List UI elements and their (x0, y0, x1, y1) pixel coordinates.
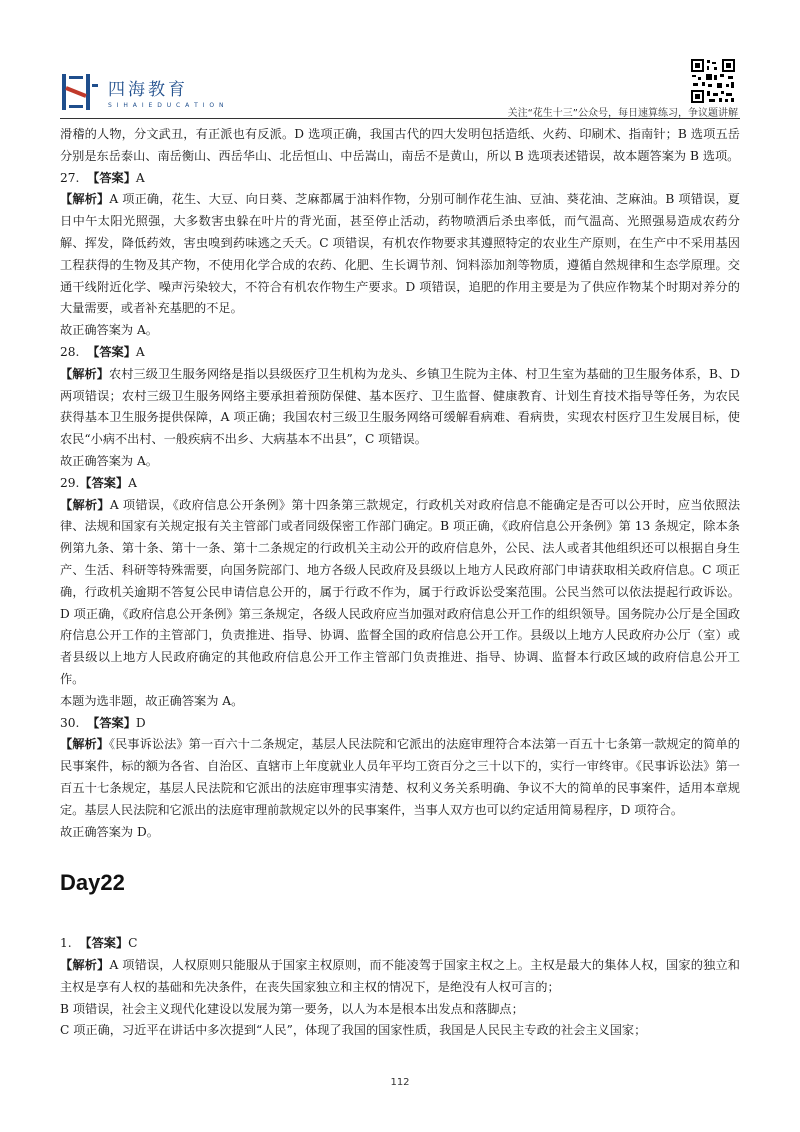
intro-paragraph: 滑稽的人物，分文武丑，有正派也有反派。D 选项正确，我国古代的四大发明包括造纸、火药、印刷术、指南针；B 选项五岳分别是东岳泰山、南岳衡山、西岳华山、北岳恒山、中岳嵩山，南岳不是黄山，所以 B 选项表述错误，故本题答案为 B 选项。 (60, 127, 740, 163)
day22-question-1-line-b: B 项错误，社会主义现代化建设以发展为第一要务，以人为本是根本出发点和落脚点； (60, 1001, 524, 1016)
explanation-label: 【解析】 (60, 737, 110, 752)
explanation-text: 农村三级卫生服务网络是指以县级医疗卫生机构为龙头、乡镇卫生院为主体、村卫生室为基础的卫生服务体系，B、D 两项错误；农村三级卫生服务网络主要承担着预防保健、基本医疗、卫生监督、健康教育、计划生育技术指导等任务，为农民获得基本卫生服务提供保障，A 项正确；我国农村三级卫生服务网络可缓解看病难、看病贵，实现农村医疗卫生发展目标，使农民“小病不出村、一般疾病不出乡、大病基本不出县”，C 项错误。 (60, 366, 740, 447)
answer-label: 【答案】 (87, 344, 136, 359)
question-30-answer (60, 713, 740, 735)
question-27-answer (60, 168, 740, 190)
question-27-explanation (60, 189, 740, 320)
page-header (0, 0, 800, 118)
logo-subtitle: S I H A I E D U C A T I O N (108, 102, 225, 109)
page-number: 112 (390, 1077, 410, 1088)
explanation-text: A 项错误，《政府信息公开条例》第十四条第三款规定，行政机关对政府信息不能确定是否可以公开时，应当依照法律、法规和国家有关规定报有关主管部门或者同级保密工作部门确定。B 项正确，《政府信息公开条例》第 13 条规定，除本条例第九条、第十条、第十一条、第十二条规定的行政机关主动公开的政府信息外，公民、法人或者其他组织还可以根据自身生产、生活、科研等特殊需要，向国务院部门、地方各级人民政府及县级以上地方人民政府部门申请获取相关政府信息。C 项正确，行政机关逾期不答复公民申请信息公开的，属于行政不作为，属于行政诉讼受案范围。公民当然可以依法提起行政诉讼。D 项正确，《政府信息公开条例》第三条规定，各级人民政府应当加强对政府信息公开工作的组织领导。国务院办公厅是全国政府信息公开工作的主管部门，负责推进、指导、协调、监督全国的政府信息公开工作。县级以上地方人民政府办公厅（室）或者县级以上地方人民政府确定的其他政府信息公开工作主管部门负责推进、指导、协调、监督本行政区域的政府信息公开工作。 (60, 497, 741, 686)
question-29-answer (60, 473, 740, 495)
explanation-text: A 项错误，人权原则只能服从于国家主权原则，而不能凌驾于国家主权之上。主权是最大的集体人权，国家的独立和主权是享有人权的基础和先决条件，在丧失国家独立和主权的情况下，是绝没有人权可言的； (60, 958, 740, 994)
answer-label: 【答案】 (87, 170, 136, 185)
day22-question-1-explanation (60, 955, 740, 999)
answer-value: A (135, 170, 145, 185)
question-29-explanation (60, 495, 740, 691)
question-27-conclusion: 故正确答案为 A。 (60, 323, 158, 338)
explanation-label: 【解析】 (60, 192, 110, 207)
answer-value: A (128, 475, 137, 490)
question-30-conclusion: 故正确答案为 D。 (60, 824, 159, 839)
answer-value: C (128, 936, 138, 951)
header-divider (60, 118, 740, 119)
explanation-label: 【解析】 (60, 366, 109, 381)
question-29-conclusion: 本题为选非题，故正确答案为 A。 (60, 693, 244, 708)
page-content (60, 124, 740, 1042)
day22-question-1-line-c: C 项正确，习近平在讲话中多次提到“人民”，体现了我国的国家性质，我国是人民民主专政的社会主义国家； (60, 1023, 647, 1038)
explanation-text: A 项正确，花生、大豆、向日葵、芝麻都属于油料作物，分别可制作花生油、豆油、葵花油、芝麻油。B 项错误，夏日中午太阳光照强，大多数害虫躲在叶片的背光面，甚至停止活动，药物喷洒后杀虫率低，而气温高、光照强易造成农药分解、挥发，降低药效，害虫嗅到药味逃之夭夭。C 项错误，有机农作物要求其遵照特定的农业生产原则，在生产中不采用基因工程获得的生物及其产物，不使用化学合成的农药、化肥、生长调节剂、饲料添加剂等物质，遵循自然规律和生态学原理。交通干线附近化学、噪声污染较大，不符合有机农作物生产要求。D 项错误，追肥的作用主要是为了供应作物某个时期对养分的大量需要，或者补充基肥的不足。 (60, 192, 740, 316)
question-number: 1. (60, 936, 72, 951)
question-28-conclusion: 故正确答案为 A。 (60, 453, 158, 468)
section-title: Day22 (60, 870, 125, 896)
qr-code-icon (690, 58, 736, 104)
day22-question-1-answer (60, 933, 740, 955)
question-28-explanation (60, 364, 740, 451)
question-number: 28. (60, 344, 80, 359)
header-tagline: 关注“花生十三”公众号，每日速算练习，争议题讲解 (507, 108, 738, 119)
question-number: 27. (60, 170, 80, 185)
answer-value: D (135, 715, 146, 730)
question-number: 29. (60, 475, 80, 490)
answer-value: A (135, 344, 145, 359)
answer-label: 【答案】 (79, 936, 129, 951)
explanation-label: 【解析】 (60, 497, 110, 512)
logo (60, 70, 270, 114)
answer-label: 【答案】 (79, 475, 129, 490)
answer-label: 【答案】 (87, 715, 136, 730)
question-number: 30. (60, 715, 80, 730)
logo-mark-icon (60, 72, 100, 112)
question-30-explanation (60, 734, 740, 821)
logo-name: 四海教育 (108, 80, 188, 100)
question-28-answer (60, 342, 740, 364)
explanation-label: 【解析】 (60, 958, 110, 973)
explanation-text: 《民事诉讼法》第一百六十二条规定，基层人民法院和它派出的法庭审理符合本法第一百五十七条第一款规定的简单的民事案件，标的额为各省、自治区、直辖市上年度就业人员年平均工资百分之三十以下的，实行一审终审。《民事诉讼法》第一百五十七条规定，基层人民法院和它派出的法庭审理事实清楚、权利义务关系明确、争议不大的简单的民事案件，适用本章规定。基层人民法院和它派出的法庭审理前款规定以外的民事案件，当事人双方也可以约定适用简易程序，D 项符合。 (60, 737, 740, 817)
